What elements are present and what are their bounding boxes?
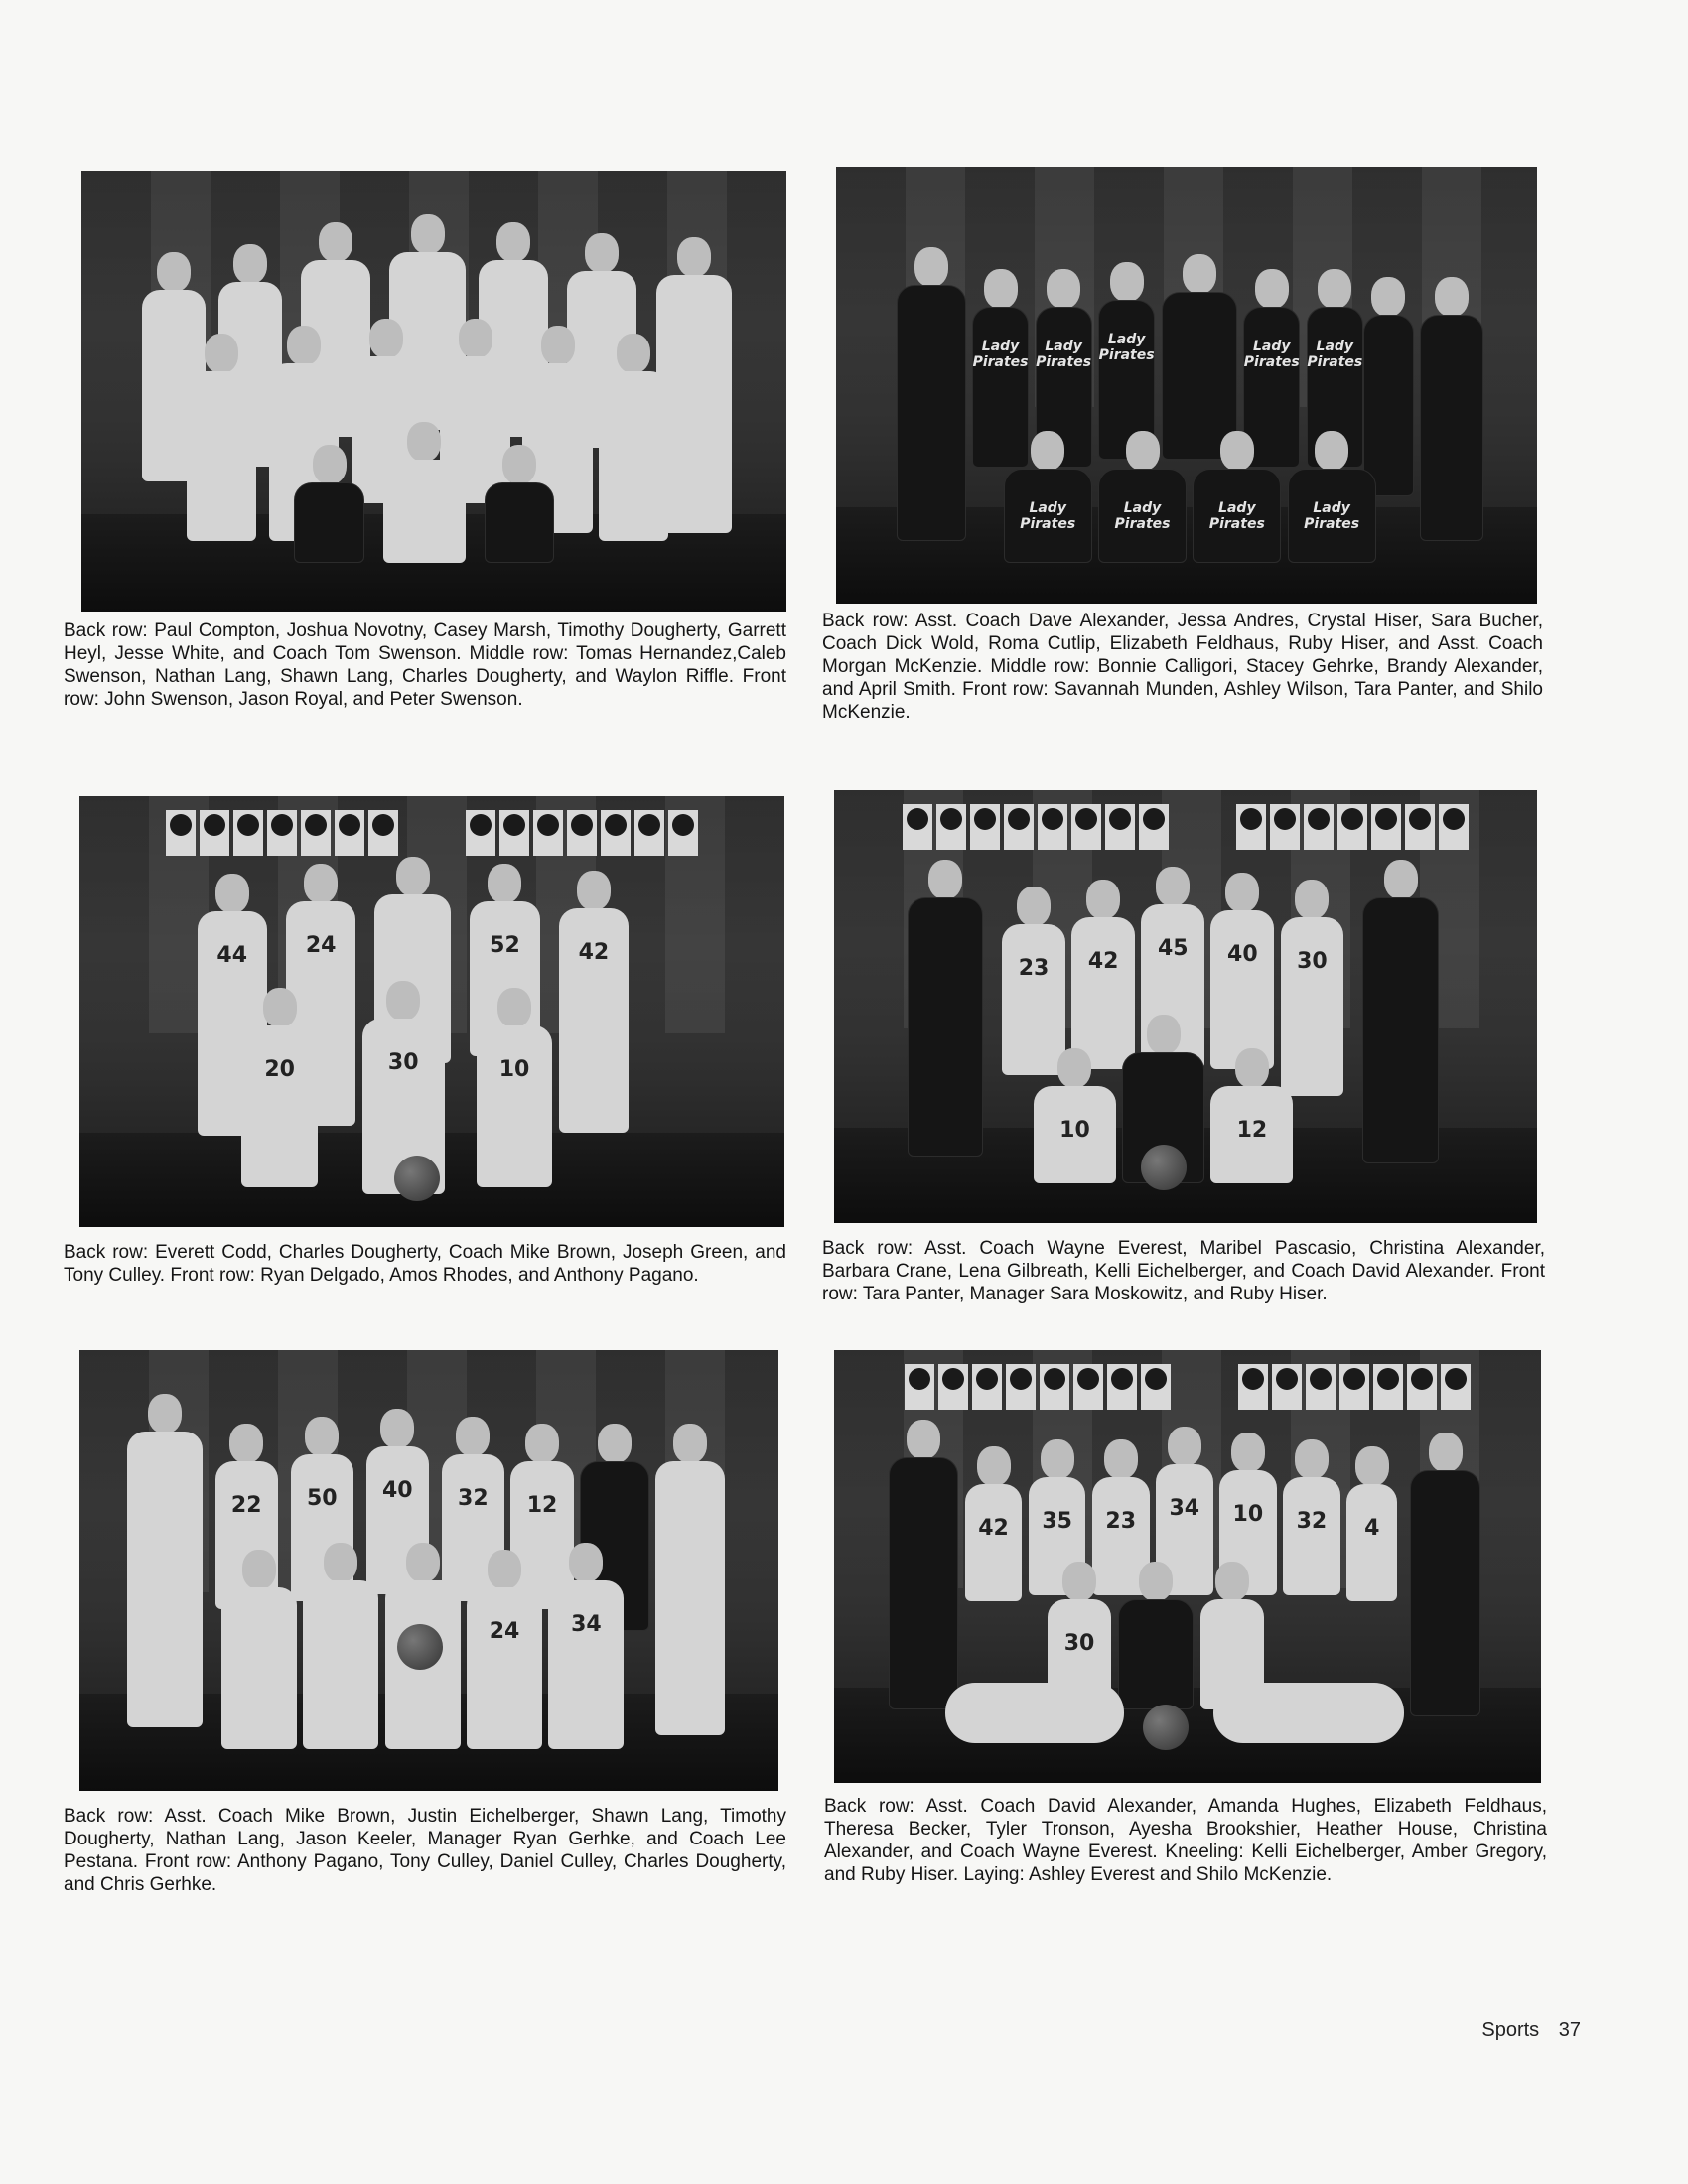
softball-caption: Back row: Asst. Coach Dave Alexander, Jessa Andres, Crystal Hiser, Sara Bucher, Coach Dick Wold, Roma Cutlip, Elizabeth Feldhaus, Ruby Hiser, and Asst. Coach Morgan McKenzie. Middle row: Bonnie Calligori, Stacey Gehrke, Brandy Alexander, and April Smith. Front row: Savannah Munden, Ashley Wilson, Tara Panter, and Shilo McKenzie. bbox=[822, 611, 1543, 723]
player-figure bbox=[1118, 1562, 1195, 1710]
coach-figure bbox=[897, 247, 966, 541]
player-figure: 10 bbox=[477, 988, 553, 1187]
player-figure bbox=[383, 422, 466, 563]
player-figure: 30 bbox=[1048, 1562, 1111, 1710]
player-figure: 10 bbox=[1034, 1048, 1116, 1183]
player-figure: 24 bbox=[286, 864, 355, 1126]
player-figure: 42 bbox=[965, 1446, 1023, 1601]
championship-banners bbox=[122, 810, 743, 858]
coach-figure bbox=[889, 1420, 958, 1709]
team-figures bbox=[115, 857, 750, 1201]
player-figure: 32 bbox=[442, 1417, 504, 1601]
championship-banners bbox=[877, 1364, 1499, 1412]
player-figure: 23 bbox=[1002, 887, 1065, 1075]
basketball bbox=[394, 1156, 440, 1201]
player-figure: 44 bbox=[198, 874, 267, 1136]
player-figure bbox=[485, 445, 554, 563]
player-figure: 42 bbox=[1071, 880, 1135, 1068]
player-figure: 50 bbox=[291, 1417, 353, 1601]
player-figure: 40 bbox=[1210, 873, 1274, 1068]
player-figure: 12 bbox=[510, 1424, 573, 1608]
coach-figure bbox=[127, 1394, 203, 1727]
coach-figure bbox=[1362, 860, 1438, 1163]
player-figure: Lady Pirates bbox=[1307, 269, 1363, 468]
team-figures bbox=[117, 214, 752, 585]
laying-player-figure bbox=[945, 1683, 1123, 1743]
player-figure: 22 bbox=[215, 1424, 278, 1608]
girls-varsity-basketball-team-photo bbox=[834, 1350, 1541, 1783]
player-figure bbox=[294, 445, 363, 563]
page-number: 37 bbox=[1558, 2019, 1581, 2041]
player-figure bbox=[187, 334, 256, 541]
baseball-caption: Back row: Paul Compton, Joshua Novotny, Casey Marsh, Timothy Dougherty, Garrett Heyl, Jesse White, and Coach Tom Swenson. Middle row: Tomas Hernandez,Caleb Swenson, Nathan Lang, Shawn Lang, Charles Dougherty, and Waylon Riffle. Front row: John Swenson, Jason Royal, and Peter Swenson. bbox=[64, 620, 786, 710]
boys-basketball-team-photo bbox=[79, 796, 784, 1227]
team-figures bbox=[869, 860, 1501, 1197]
girls-basketball-caption: Back row: Asst. Coach Wayne Everest, Maribel Pascasio, Christina Alexander, Barbara Crane, Lena Gilbreath, Kelli Eichelberger, and Coach David Alexander. Front row: Tara Panter, Manager Sara Moskowitz, and Ruby Hiser. bbox=[822, 1238, 1545, 1304]
boys-basketball-caption: Back row: Everett Codd, Charles Dougherty, Coach Mike Brown, Joseph Green, and Tony Culley. Front row: Ryan Delgado, Amos Rhodes, and Anthony Pagano. bbox=[64, 1242, 786, 1286]
basketball bbox=[1143, 1705, 1189, 1750]
page-footer bbox=[1481, 2019, 1581, 2042]
player-figure bbox=[599, 334, 668, 541]
player-figure bbox=[303, 1543, 378, 1750]
team-figures bbox=[871, 210, 1501, 578]
player-figure: 30 bbox=[1281, 880, 1344, 1096]
player-figure: Lady Pirates bbox=[972, 269, 1029, 468]
player-figure: 45 bbox=[1141, 867, 1204, 1069]
girls-varsity-basketball-caption: Back row: Asst. Coach David Alexander, Amanda Hughes, Elizabeth Feldhaus, Theresa Becker, Tyler Tronson, Ayesha Brookshier, Heather House, Christina Alexander, and Coach Wayne Everest. Kneeling: Kelli Eichelberger, Amber Gregory, and Ruby Hiser. Laying: Ashley Everest and Shilo McKenzie. bbox=[824, 1796, 1547, 1885]
player-figure: Lady Pirates bbox=[1004, 431, 1092, 563]
player-figure bbox=[221, 1550, 297, 1749]
player-figure: 23 bbox=[1092, 1439, 1150, 1594]
player-figure: 42 bbox=[559, 871, 629, 1133]
team-figures bbox=[114, 1394, 744, 1764]
player-figure: 40 bbox=[366, 1409, 429, 1593]
player-figure: 32 bbox=[1283, 1439, 1340, 1594]
player-figure: 35 bbox=[1029, 1439, 1086, 1594]
championship-banners bbox=[876, 804, 1494, 852]
player-figure: 34 bbox=[1156, 1427, 1213, 1595]
coach-figure bbox=[1410, 1433, 1479, 1716]
player-figure: Lady Pirates bbox=[1036, 269, 1092, 468]
player-figure: Lady Pirates bbox=[1243, 269, 1300, 468]
baseball-team-photo bbox=[81, 171, 786, 612]
player-figure: Lady Pirates bbox=[1193, 431, 1281, 563]
player-figure: 10 bbox=[1219, 1433, 1277, 1594]
boys-varsity-basketball-caption: Back row: Asst. Coach Mike Brown, Justin Eichelberger, Shawn Lang, Timothy Dougherty, Nathan Lang, Jason Keeler, Manager Ryan Gerhke, and Coach Lee Pestana. Front row: Anthony Pagano, Tony Culley, Daniel Culley, Charles Dougherty, and Chris Gerhke. bbox=[64, 1806, 786, 1895]
player-figure: 4 bbox=[1346, 1446, 1397, 1601]
coach-figure bbox=[908, 860, 983, 1157]
girls-basketball-team-photo bbox=[834, 790, 1537, 1223]
player-figure: 34 bbox=[548, 1543, 624, 1750]
player-figure: Lady Pirates bbox=[1098, 262, 1155, 461]
player-figure: 24 bbox=[467, 1550, 542, 1749]
boys-varsity-basketball-team-photo bbox=[79, 1350, 778, 1791]
team-figures bbox=[870, 1420, 1506, 1757]
section-label: Sports bbox=[1481, 2019, 1540, 2041]
player-figure: Lady Pirates bbox=[1098, 431, 1187, 563]
player-figure: 12 bbox=[1210, 1048, 1293, 1183]
player-figure: 52 bbox=[470, 864, 539, 1056]
coach-figure bbox=[655, 1424, 725, 1734]
basketball bbox=[397, 1624, 443, 1670]
player-figure: Lady Pirates bbox=[1288, 431, 1376, 563]
coach-figure bbox=[1420, 277, 1483, 541]
laying-player-figure bbox=[1213, 1683, 1404, 1743]
player-figure: 20 bbox=[241, 988, 318, 1187]
coach-figure bbox=[1162, 254, 1237, 460]
player-figure: 30 bbox=[362, 981, 445, 1194]
softball-team-photo bbox=[836, 167, 1537, 604]
